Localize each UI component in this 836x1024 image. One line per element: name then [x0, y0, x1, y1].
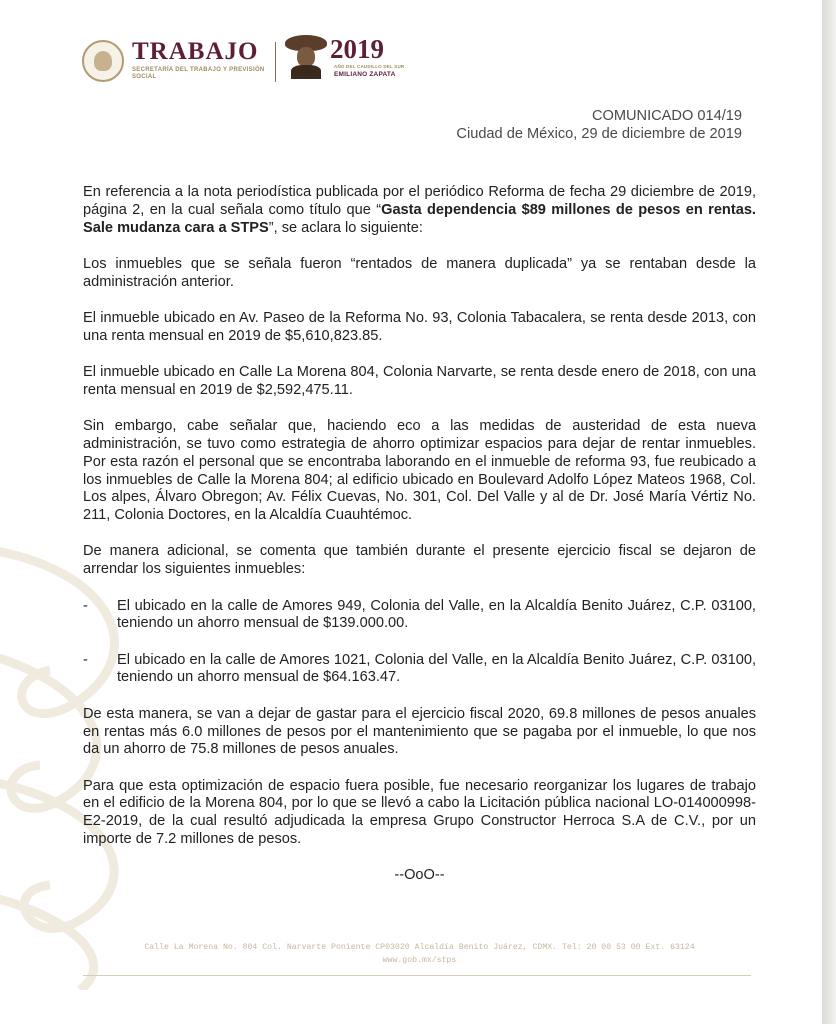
list-item: - El ubicado en la calle de Amores 1021, Colonia del Valle, en la Alcaldía Benito Juárez, C.P. 03100, teniendo un ahorro mensual de $64.163.47. [83, 651, 756, 686]
paragraph-tender: Para que esta optimización de espacio fuera posible, fue necesario reorganizar los lugares de trabajo en el edificio de la Morena 804, por lo que se llevó a cabo la Licitación pública nacional LO-014000998-E2-2019, de la cual resultó adjudicada la empresa Grupo Constructor Herroca S.A de C.V., por un importe de 7.2 millones de pesos. [83, 777, 756, 848]
closing-mark: --OoO-- [394, 867, 445, 884]
national-seal-icon [82, 40, 124, 82]
communique-number: COMUNICADO 014/19 [591, 108, 742, 124]
institution-name: TRABAJO [132, 38, 259, 65]
footer-address: Calle La Morena No. 804 Col. Narvarte Poniente CP03020 Alcaldía Benito Juárez, CDMX. Tel: 20 00 53 00 Ext. 63124 [144, 943, 695, 952]
letterhead [82, 34, 422, 84]
footer-rule [83, 975, 751, 976]
paragraph-duplicated: Los inmuebles que se señala fueron “rentados de manera duplicada” ya se rentaban desde la administración anterior. [83, 255, 756, 290]
headline-quote: Gasta dependencia $89 millones de pesos en rentas. Sale mudanza cara a STPS [83, 201, 756, 236]
paragraph-reforma-93: El inmueble ubicado en Av. Paseo de la Reforma No. 93, Colonia Tabacalera, se renta desde 2013, con una renta mensual en 2019 de $5,610,823.85. [83, 309, 756, 344]
institution-subtitle: SECRETARÍA DEL TRABAJO Y PREVISIÓN SOCIAL [132, 67, 265, 80]
header-divider [275, 42, 276, 82]
list-item-text: El ubicado en la calle de Amores 1021, Colonia del Valle, en la Alcaldía Benito Juárez, C.P. 03100, teniendo un ahorro mensual de $64.163.47. [117, 651, 756, 686]
paragraph-savings: De esta manera, se van a dejar de gastar para el ejercicio fiscal 2020, 69.8 millones de pesos anuales en rentas más 6.0 millones de pesos por el mantenimiento que se pagaba por el inmueble, lo que nos da un ahorro de 75.8 millones de pesos anuales. [83, 705, 756, 758]
zapata-portrait-icon [285, 35, 327, 79]
year-subtitle: AÑO DEL CAUDILLO DEL SUR [334, 64, 405, 69]
paragraph-additional: De manera adicional, se comenta que también durante el presente ejercicio fiscal se dejaron de arrendar los siguientes inmuebles: [83, 543, 756, 578]
year-name: EMILIANO ZAPATA [334, 71, 396, 78]
place-date: Ciudad de México, 29 de diciembre de 2019 [456, 126, 742, 142]
footer [83, 941, 756, 967]
paragraph-morena-804: El inmueble ubicado en Calle La Morena 804, Colonia Narvarte, se renta desde enero de 2018, con una renta mensual en 2019 de $2,592,475.11. [83, 364, 756, 398]
communique-meta [456, 107, 742, 143]
list-item-text: El ubicado en la calle de Amores 949, Colonia del Valle, en la Alcaldía Benito Juárez, C.P. 03100, teniendo un ahorro mensual de $139.000.00. [117, 597, 756, 632]
paragraph-austerity: Sin embargo, cabe señalar que, haciendo eco a las medidas de austeridad de esta nueva administración, se tuvo como estrategia de ahorro optimizar espacios para dejar de rentar inmuebles. Por esta razón el personal que se encontraba laborando en el inmueble de reforma 93, fue reubicado a los inmuebles de Calle la Morena 804; al edificio ubicado en Boulevard Adolfo López Mateos 1968, Col. Los alpes, Álvaro Obregon; Av. Félix Cuevas, No. 301, Col. Del Valle y al de Dr. José María Vértiz No. 211, Colonia Doctores, en la Alcaldía Cuauhtémoc. [83, 418, 756, 524]
document-body [83, 184, 756, 904]
footer-website: www.gob.mx/stps [382, 956, 457, 965]
year-logo: 2019 [330, 34, 384, 64]
paragraph-intro: En referencia a la nota periodística publicada por el periódico Reforma de fecha 29 diciembre de 2019, página 2, en la cual señala como título que “Gasta dependencia $89 millones de pesos en rentas. Sale mudanza cara a STPS”, se aclara lo siguiente: [83, 184, 756, 236]
list-item: - El ubicado en la calle de Amores 949, Colonia del Valle, en la Alcaldía Benito Juárez, C.P. 03100, teniendo un ahorro mensual de $139.000.00. [83, 597, 756, 632]
page-edge [822, 0, 836, 1024]
